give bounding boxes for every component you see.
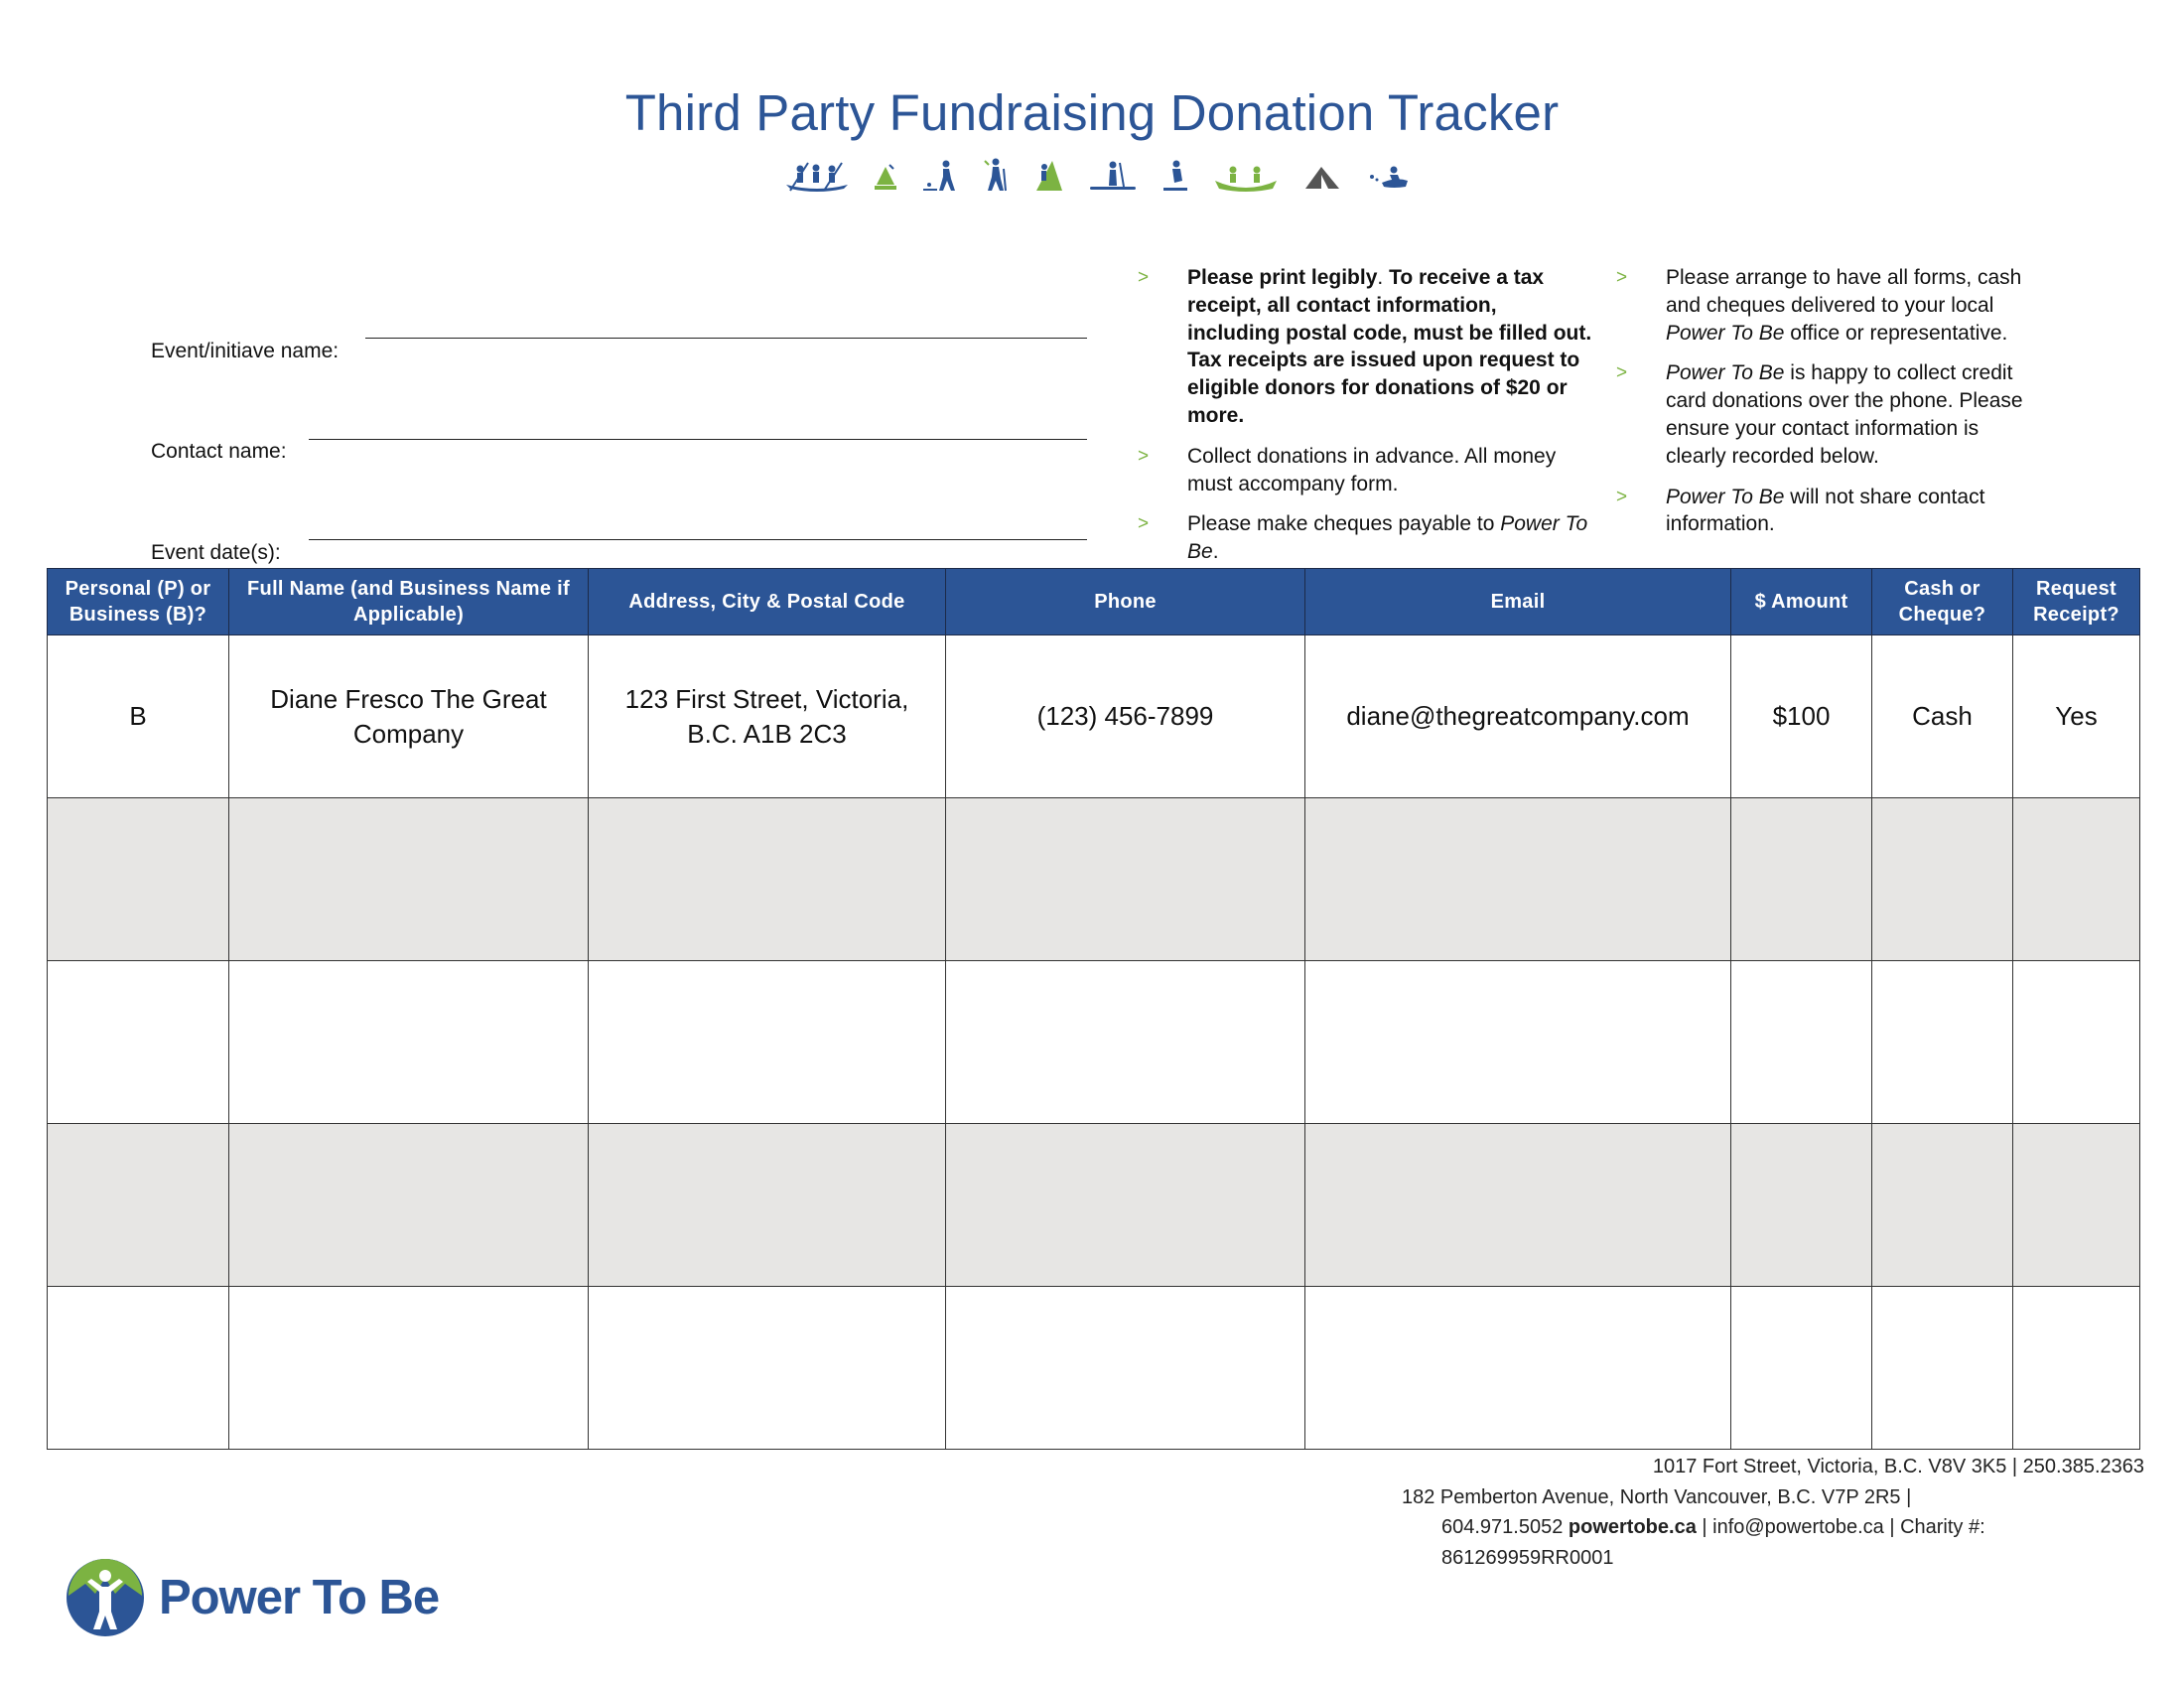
cell-email[interactable] — [1305, 961, 1731, 1124]
instruction-text: Please print legibly — [1187, 266, 1378, 289]
cell-amount[interactable] — [1731, 1287, 1872, 1450]
cell-phone[interactable] — [946, 961, 1305, 1124]
cell-receipt[interactable] — [2013, 1287, 2140, 1450]
logo-wordmark: Power To Be — [159, 1571, 440, 1624]
cell-method[interactable]: Cash — [1872, 635, 2013, 798]
instruction-text: . — [1212, 540, 1219, 564]
hiker-icon — [921, 159, 959, 193]
cell-method[interactable] — [1872, 1287, 2013, 1450]
cell-phone[interactable] — [946, 1287, 1305, 1450]
paddleboard-icon — [1088, 159, 1138, 193]
header-phone: Phone — [946, 569, 1305, 635]
cell-receipt[interactable] — [2013, 798, 2140, 961]
cell-email[interactable]: diane@thegreatcompany.com — [1305, 635, 1731, 798]
charity-number: 861269959RR0001 — [1441, 1546, 1614, 1569]
cell-receipt[interactable]: Yes — [2013, 635, 2140, 798]
address-line: 182 Pemberton Avenue, North Vancouver, B.C. V7P 2R5 | — [1402, 1485, 1912, 1508]
cell-name[interactable] — [229, 798, 589, 961]
cell-receipt[interactable] — [2013, 1124, 2140, 1287]
cell-receipt[interactable] — [2013, 961, 2140, 1124]
cell-type[interactable] — [48, 1287, 229, 1450]
address-line: 1017 Fort Street, Victoria, B.C. V8V 3K5 | 250.385.2363 — [1652, 1456, 2144, 1477]
cell-method[interactable] — [1872, 798, 2013, 961]
instructions-left — [1138, 264, 1594, 579]
instruction-item — [1138, 510, 1594, 566]
cell-name[interactable] — [229, 961, 589, 1124]
instruction-text: . — [1377, 266, 1390, 289]
arrow-icon: > — [1138, 445, 1150, 467]
table-row — [48, 635, 2140, 798]
contact-text: | info@powertobe.ca | Charity #: — [1696, 1516, 1985, 1538]
canoe-icon — [1213, 163, 1279, 193]
instruction-text: office or representative. — [1784, 321, 2008, 345]
instruction-text: Collect donations in advance. All money must accompany form. — [1187, 444, 1557, 495]
walker-icon — [982, 157, 1010, 193]
table-row — [48, 1287, 2140, 1450]
surfer-icon — [1366, 163, 1410, 193]
instruction-text: Power To Be — [1666, 485, 1785, 508]
cell-phone[interactable] — [946, 798, 1305, 961]
cell-name[interactable] — [229, 1124, 589, 1287]
header-name: Full Name (and Business Name if Applicable) — [229, 569, 589, 635]
cell-email[interactable] — [1305, 798, 1731, 961]
arrow-icon: > — [1138, 267, 1150, 288]
cell-email[interactable] — [1305, 1287, 1731, 1450]
cell-type[interactable] — [48, 961, 229, 1124]
cell-name[interactable]: Diane Fresco The Great Company — [229, 635, 589, 798]
logo-icon — [64, 1556, 147, 1639]
cell-type[interactable]: B — [48, 635, 229, 798]
cell-address[interactable]: 123 First Street, Victoria, B.C. A1B 2C3 — [589, 635, 946, 798]
event-date-label: Event date(s): — [151, 541, 281, 564]
cell-address[interactable] — [589, 1287, 946, 1450]
instruction-text: Please make cheques payable to — [1187, 512, 1501, 536]
cell-method[interactable] — [1872, 1124, 2013, 1287]
cell-address[interactable] — [589, 798, 946, 961]
header-email: Email — [1305, 569, 1731, 635]
ski-icon — [1160, 159, 1190, 193]
cell-amount[interactable] — [1731, 1124, 1872, 1287]
cell-type[interactable] — [48, 1124, 229, 1287]
cell-email[interactable] — [1305, 1124, 1731, 1287]
cell-address[interactable] — [589, 1124, 946, 1287]
instruction-item — [1616, 359, 2043, 470]
arrow-icon: > — [1616, 486, 1628, 507]
table-row — [48, 1124, 2140, 1287]
climber-icon — [1032, 157, 1064, 193]
event-date-field[interactable] — [309, 539, 1087, 540]
instruction-item — [1616, 484, 2043, 539]
cell-method[interactable] — [1872, 961, 2013, 1124]
instruction-text: will not share contact information. — [1666, 485, 1985, 536]
instruction-text: is happy to collect credit card donations over the phone. Please ensure your contact information is clearly recorded below. — [1666, 361, 2023, 468]
table-row — [48, 961, 2140, 1124]
instruction-item — [1138, 264, 1594, 430]
instruction-item — [1138, 443, 1594, 498]
header-receipt: Request Receipt? — [2013, 569, 2140, 635]
contact-line — [1360, 1512, 2144, 1543]
instruction-text: Power To Be — [1666, 361, 1785, 385]
event-name-field[interactable] — [365, 338, 1087, 339]
instruction-text: To receive a tax receipt, all contact information, including postal code, must be filled out. Tax receipts are issued upon request to eligible donors for donations of $20 or more. — [1187, 266, 1592, 427]
table-row — [48, 798, 2140, 961]
event-name-label: Event/initiave name: — [151, 340, 340, 362]
page-title: Third Party Fundraising Donation Tracker — [624, 84, 1560, 141]
cell-amount[interactable] — [1731, 961, 1872, 1124]
instruction-text: Power To Be — [1666, 321, 1785, 345]
cell-type[interactable] — [48, 798, 229, 961]
campfire-icon — [873, 163, 898, 193]
instructions-right — [1616, 264, 2043, 551]
arrow-icon: > — [1616, 362, 1628, 384]
tent-icon — [1301, 163, 1343, 193]
instruction-text: Please arrange to have all forms, cash and cheques delivered to your local — [1666, 266, 2022, 317]
cell-name[interactable] — [229, 1287, 589, 1450]
donation-table — [47, 568, 2140, 1450]
instruction-item — [1616, 264, 2043, 347]
logo — [64, 1556, 439, 1639]
cell-address[interactable] — [589, 961, 946, 1124]
header-method: Cash or Cheque? — [1872, 569, 2013, 635]
footer-address — [1360, 1452, 2144, 1573]
arrow-icon: > — [1616, 267, 1628, 288]
website-link[interactable]: powertobe.ca — [1568, 1516, 1697, 1538]
instruction-text: Power To Be — [1187, 512, 1588, 564]
header-type: Personal (P) or Business (B)? — [48, 569, 229, 635]
contact-name-field[interactable] — [309, 439, 1087, 440]
activity-icons — [784, 149, 1410, 193]
kayak-group-icon — [784, 159, 850, 193]
contact-name-label: Contact name: — [151, 440, 287, 463]
header-address: Address, City & Postal Code — [589, 569, 946, 635]
arrow-icon: > — [1138, 513, 1150, 535]
cell-amount[interactable] — [1731, 798, 1872, 961]
phone-text: 604.971.5052 — [1441, 1516, 1569, 1538]
cell-phone[interactable]: (123) 456-7899 — [946, 635, 1305, 798]
header-amount: $ Amount — [1731, 569, 1872, 635]
cell-phone[interactable] — [946, 1124, 1305, 1287]
cell-amount[interactable]: $100 — [1731, 635, 1872, 798]
table-header-row — [48, 569, 2140, 635]
